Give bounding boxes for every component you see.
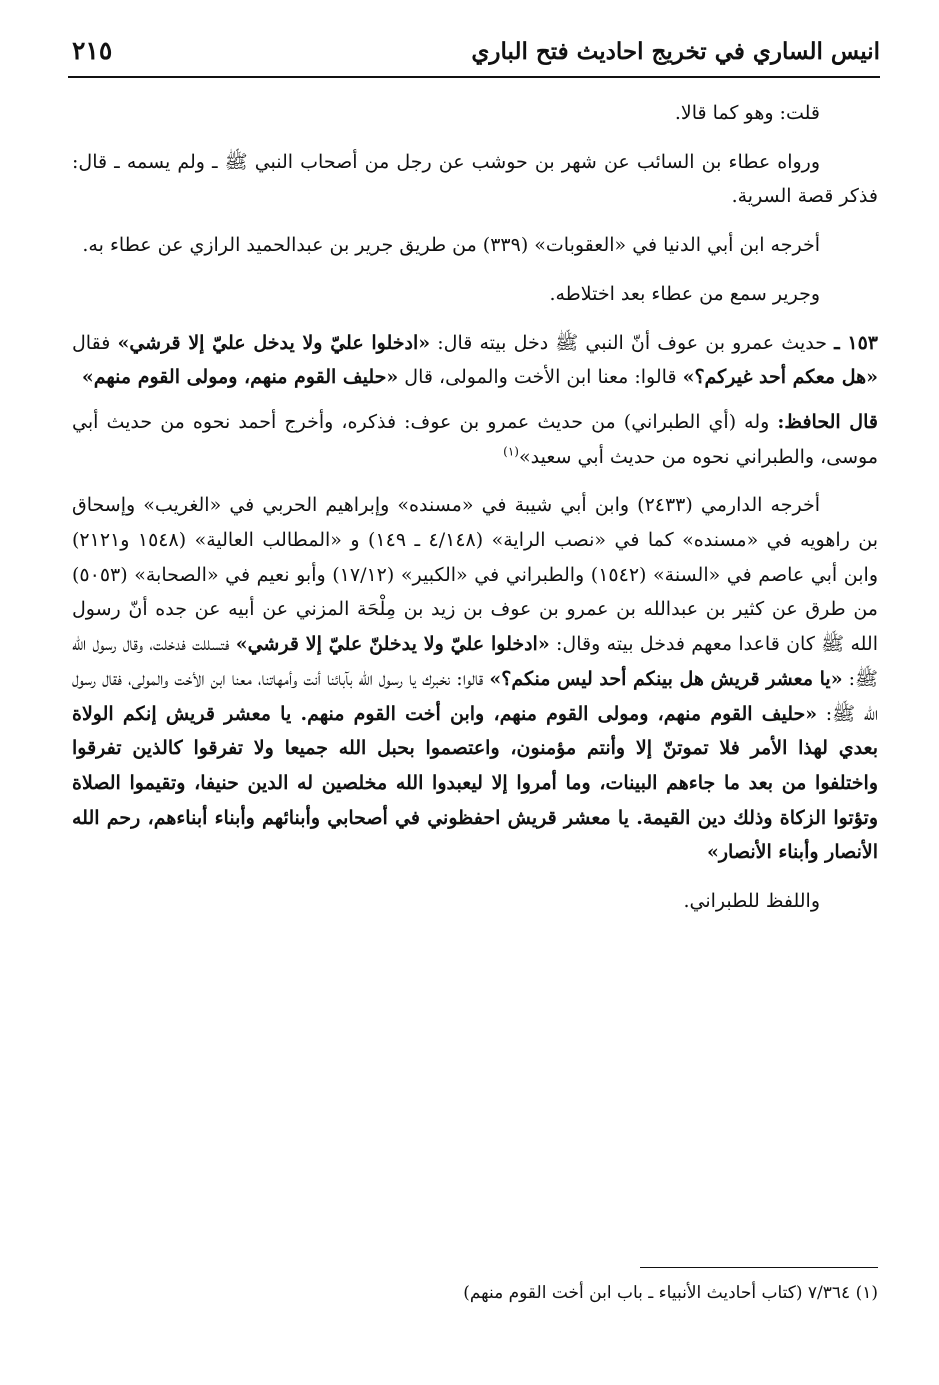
paragraph-note: وجرير سمع من عطاء بعد اختلاطه.	[549, 282, 820, 305]
footnote-reference[interactable]: (١)	[503, 444, 519, 459]
hadith-text-2: فقال	[72, 331, 118, 354]
takhrij-quote-1: «ادخلوا عليّ ولا يدخلنّ عليّ إلا قرشي»	[235, 633, 550, 656]
paragraph-closing: واللفظ للطبراني.	[683, 890, 820, 913]
footnote: (١) ٧/٣٦٤ (كتاب أحاديث الأنبياء ـ باب ابن أخت القوم منهم)	[463, 1283, 878, 1303]
hafiz-comment	[72, 405, 878, 474]
main-text	[72, 96, 878, 933]
running-title: انيس الساري في تخريج احاديث فتح الباري	[471, 38, 880, 65]
hadith-quote-2: «هل معكم أحد غيركم؟»	[682, 366, 878, 389]
page-header	[68, 30, 880, 80]
takhrij-quote-3: «حليف القوم منهم، ومولى القوم منهم، وابن أخت القوم منهم. يا معشر قريش إنكم الولاة بعدي لهذا الأمر فلا تموتنّ إلا وأنتم مؤمنون، واعتصموا بحبل الله جميعا ولا تفرقوا كالذين تفرقوا واختلفوا من بعد ما جاءهم البينات، وما أمروا إلا ليعبدوا الله مخلصين له الدين حنيفا، وتقيموا الصلاة وتؤتوا الزكاة وذلك دين القيمة. يا معشر قريش احفظوني في أصحابي وأبنائهم وأبناء أبناءهم، رحم الله الأنصار وأبناء الأنصار»	[72, 702, 878, 864]
hafiz-label: قال الحافظ:	[777, 410, 878, 433]
takhrij-quote-2: «يا معشر قريش هل بينكم أحد ليس منكم؟»	[489, 667, 843, 690]
footnote-rule	[640, 1267, 878, 1268]
page-number: ٢١٥	[72, 36, 113, 65]
takhrij-text-2: فتسللت فدخلت، وقال رسول الله ﷺ:	[72, 633, 878, 690]
hadith-text-1: حديث عمرو بن عوف أنّ النبي ﷺ دخل بيته قال:	[430, 331, 835, 354]
hadith-text-3: قالوا: معنا ابن الأخت والمولى، قال	[398, 366, 683, 389]
paragraph-comment: قلت: وهو كما قالا.	[674, 102, 820, 124]
paragraph-takhrij-2	[72, 488, 878, 870]
hafiz-text: وله (أي الطبراني) من حديث عمرو بن عوف: فذكره، وأخرج أحمد نحوه من حديث أبي موسى، والطبراني نحوه من حديث أبي سعيد»	[72, 410, 878, 468]
paragraph-takhrij-1: أخرجه ابن أبي الدنيا في «العقوبات» (٣٣٩) من طريق جرير بن عبدالحميد الرازي عن عطاء به.	[82, 234, 820, 257]
hadith-quote-1: «ادخلوا عليّ ولا يدخل عليّ إلا قرشي»	[117, 331, 431, 354]
paragraph-narration: ورواه عطاء بن السائب عن شهر بن حوشب عن رجل من أصحاب النبي ﷺ ـ ولم يسمه ـ قال: فذكر قصة السرية.	[72, 150, 878, 208]
header-rule	[68, 76, 880, 78]
hadith-number: ١٥٣ ـ	[834, 331, 879, 354]
takhrij-text-1: أخرجه الدارمي (٢٤٣٣) وابن أبي شيبة في «مسنده» وإبراهيم الحربي في «الغريب» وإسحاق بن راهويه في «مسنده» كما في «نصب الراية» (٤/١٤٨ ـ ١٤٩) و «المطالب العالية» (١٥٤٨ و٢١٢١) وابن أبي عاصم في «السنة» (١٥٤٢) والطبراني في «الكبير» (١٧/١٢) وأبو نعيم في «الصحابة» (٥٠٥٣) من طرق عن كثير بن عبدالله بن عمرو بن عوف بن زيد بن مِلْحَة المزني عن أبيه عن جده أنّ رسول الله ﷺ كان قاعدا معهم فدخل بيته وقال:	[72, 494, 879, 656]
hadith-quote-3: «حليف القوم منهم، ومولى القوم منهم»	[81, 366, 399, 389]
hadith-153	[72, 326, 878, 395]
takhrij-text-3: قالوا: نخبرك يا رسول الله بآبائنا أنت وأمهاتنا، معنا ابن الأخت والمولى، فقال رسول الله ﷺ:	[72, 667, 878, 725]
